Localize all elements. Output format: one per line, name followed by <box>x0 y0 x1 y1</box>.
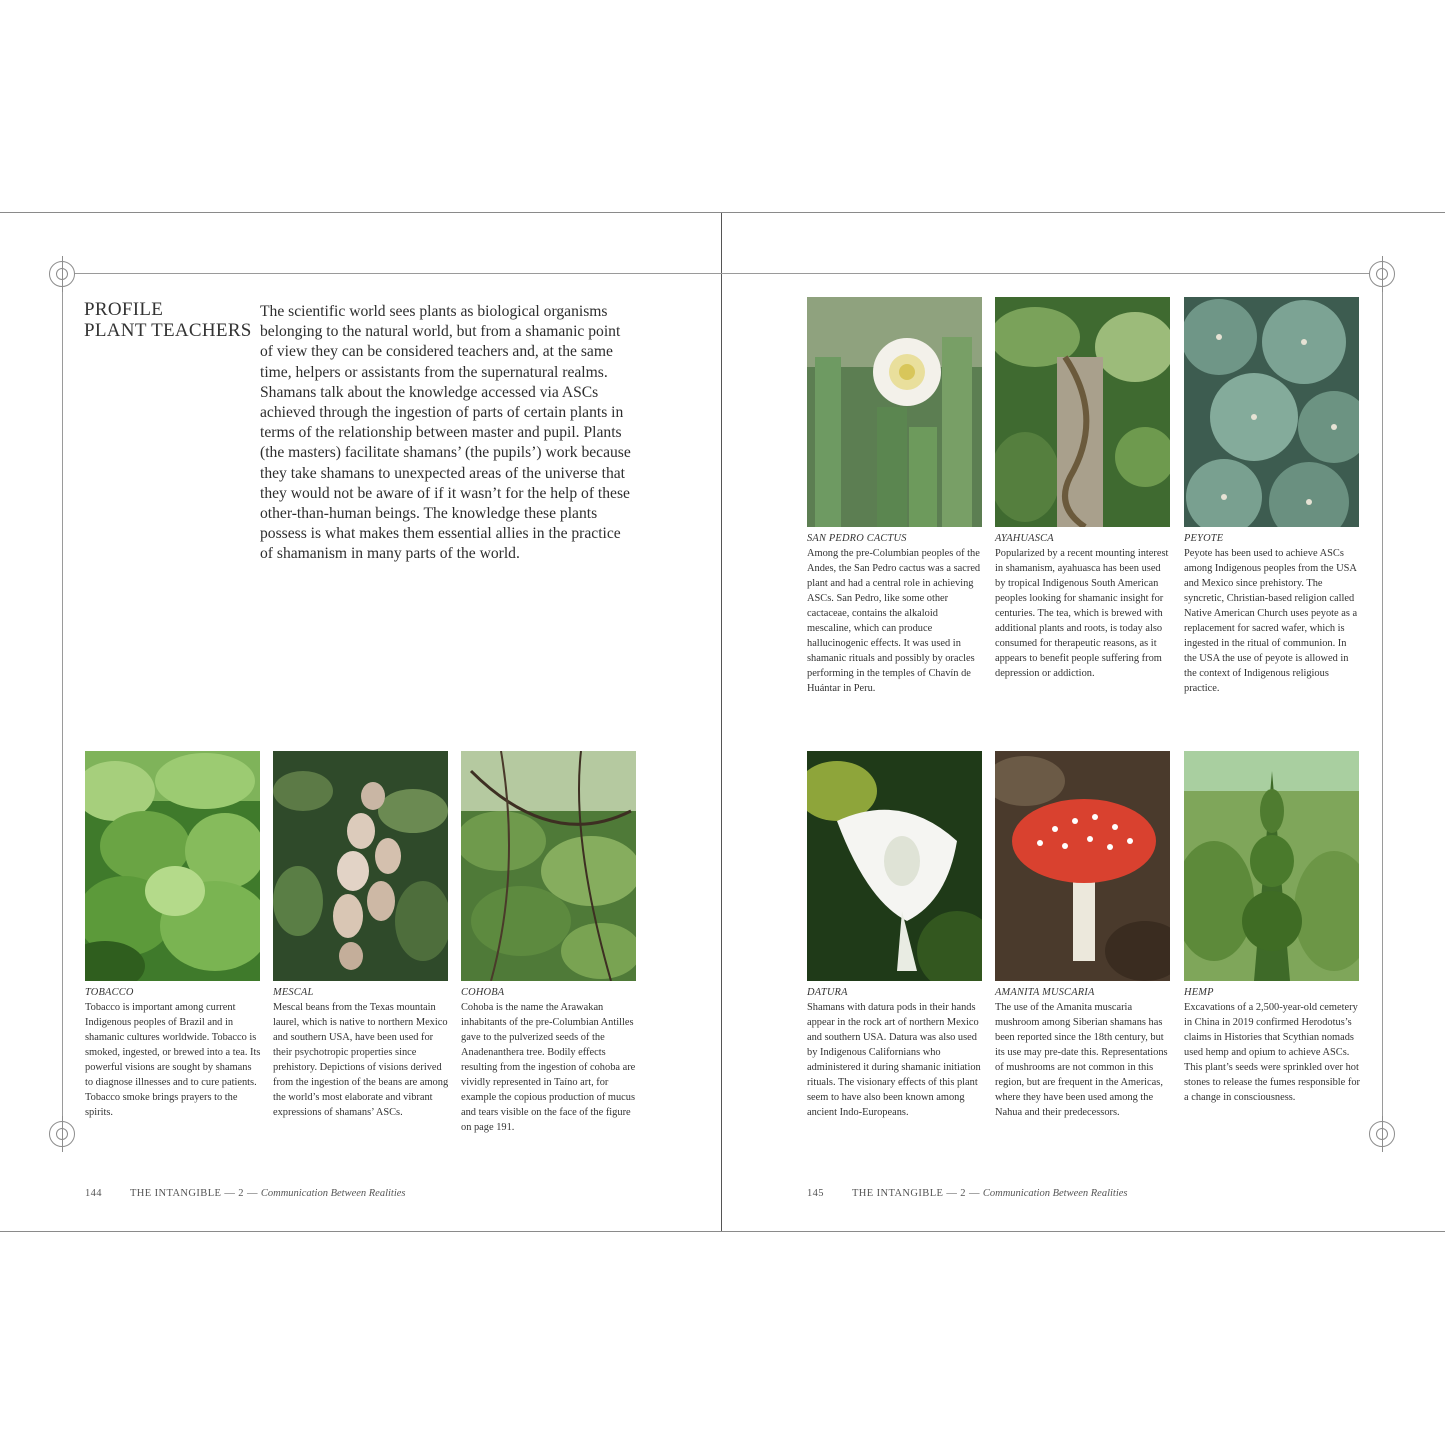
caption-title: MESCAL <box>273 987 314 998</box>
frame-right-rule <box>1382 273 1383 1135</box>
mescal-caption <box>273 985 449 1120</box>
caption-text: Cohoba is the name the Arawakan inhabitants of the pre-Columbian Antilles gave to the pulverized seeds of the Anadenanthera tree. Bodily effects resulting from the ingestion of cohoba are vividly represented in Taíno art, for example the copious production of mucus and tears visible on the face of the figure on page 191. <box>461 1002 636 1133</box>
caption-title: SAN PEDRO CACTUS <box>807 533 907 544</box>
caption-title: HEMP <box>1184 987 1214 998</box>
peyote-photo <box>1184 297 1359 527</box>
caption-text: Peyote has been used to achieve ASCs among Indigenous peoples from the USA and Mexico since prehistory. The syncretic, Christian-based religion called Native American Church uses peyote as a replacement for sacred wafer, which is ingested in the ritual of communion. In the USA the use of peyote is allowed in the context of Indigenous religious practice. <box>1184 548 1358 694</box>
corner-ornament-icon <box>1369 1121 1395 1147</box>
caption-text: Among the pre-Columbian peoples of the Andes, the San Pedro cactus was a sacred plant and had a central role in achieving ASCs. San Pedro, like some other cactaceae, contains the alkaloid mescaline, which can produce hallucinogenic effects. It was used in shamanic rituals and possibly by oracles performing in the temples of Chavín de Huántar in Peru. <box>807 548 981 694</box>
caption-title: AMANITA MUSCARIA <box>995 987 1095 998</box>
tobacco-caption <box>85 985 261 1120</box>
running-head-chapter: Communication Between Realities <box>260 1188 406 1199</box>
datura-caption <box>807 985 983 1120</box>
profile-label: PROFILE <box>84 299 164 320</box>
caption-text: Tobacco is important among current Indigenous peoples of Brazil and in shamanic cultures worldwide. Tobacco is smoked, ingested, or brewed into a tea. Its powerful visions are sought by shamans to diagnose illnesses and to cure patients. Tobacco smoke brings prayers to the spirits. <box>85 1002 261 1118</box>
frame-top-rule <box>62 273 1382 274</box>
datura-photo <box>807 751 982 981</box>
running-head-section: THE INTANGIBLE — 2 — <box>129 1188 258 1199</box>
caption-text: The use of the Amanita muscaria mushroom among Siberian shamans has been reported since the 18th century, but its use may pre-date this. Representations of mushrooms are not common in this region, but are frequent in the Americas, where they have been used among the Nahua and their predecessors. <box>995 1002 1168 1118</box>
mescal-photo <box>273 751 448 981</box>
running-head-section: THE INTANGIBLE — 2 — <box>851 1188 980 1199</box>
intro-paragraph: The scientific world sees plants as biological organisms belonging to the natural world, but from a shamanic point of view they can be considered teachers and, at the same time, helpers or assistants from the supernatural realms. Shamans talk about the knowledge accessed via ASCs achieved through the ingestion of parts of certain plants in terms of the relationship between master and pupil. Plants (the masters) facilitate shamans’ (the pupils’) work because they take shamans to unexpected areas of the universe that they would not be aware of if it wasn’t for the help of these other-than-human beings. The knowledge these plants possess is what makes them essential allies in the practice of shamanism in many parts of the world. <box>260 303 631 563</box>
san-pedro-cactus-photo <box>807 297 982 527</box>
corner-ornament-icon <box>49 261 75 287</box>
left-folio <box>85 1188 406 1199</box>
frame-left-rule <box>62 273 63 1135</box>
hemp-photo <box>1184 751 1359 981</box>
amanita-muscaria-caption <box>995 985 1171 1120</box>
profile-title: PLANT TEACHERS <box>84 320 252 341</box>
caption-title: AYAHUASCA <box>995 533 1054 544</box>
peyote-caption <box>1184 531 1360 696</box>
amanita-muscaria-photo <box>995 751 1170 981</box>
page-number: 145 <box>807 1188 824 1199</box>
cohoba-caption <box>461 985 637 1135</box>
san-pedro-cactus-caption <box>807 531 983 696</box>
ayahuasca-photo <box>995 297 1170 527</box>
corner-ornament-icon <box>1369 261 1395 287</box>
profile-heading <box>84 299 252 341</box>
page-number: 144 <box>85 1188 102 1199</box>
corner-ornament-icon <box>49 1121 75 1147</box>
hemp-caption <box>1184 985 1360 1105</box>
book-gutter <box>721 213 722 1231</box>
right-folio <box>807 1188 1128 1199</box>
caption-title: DATURA <box>807 987 848 998</box>
caption-text: Excavations of a 2,500-year-old cemetery in China in 2019 confirmed Herodotus’s claims in Histories that Scythian nomads used hemp and opium to achieve ASCs. This plant’s seeds were sprinkled over hot stones to release the fumes responsible for a change in consciousness. <box>1184 1002 1361 1103</box>
book-spread <box>0 212 1445 1232</box>
caption-title: TOBACCO <box>85 987 134 998</box>
tobacco-photo <box>85 751 260 981</box>
cohoba-photo <box>461 751 636 981</box>
caption-text: Popularized by a recent mounting interest in shamanism, ayahuasca has been used by tropical Indigenous South American peoples looking for shamanic insight for centuries. The tea, which is brewed with additional plants and roots, is today also consumed for therapeutic reasons, as it appears to benefit people suffering from depression or addiction. <box>995 548 1169 679</box>
ayahuasca-caption <box>995 531 1171 681</box>
running-head-chapter: Communication Between Realities <box>982 1188 1128 1199</box>
caption-text: Shamans with datura pods in their hands appear in the rock art of northern Mexico and southern USA. Datura was also used by Indigenous Californians who administered it during shamanic initiation rituals. The visionary effects of this plant seem to have also been known among ancient Indo-Europeans. <box>807 1002 981 1118</box>
caption-text: Mescal beans from the Texas mountain laurel, which is native to northern Mexico and southern USA, have been used for their psychotropic properties since prehistory. Depictions of visions derived from the ingestion of the beans are among the world’s most elaborate and vibrant expressions of shamans’ ASCs. <box>273 1002 449 1118</box>
caption-title: COHOBA <box>461 987 505 998</box>
caption-title: PEYOTE <box>1184 533 1224 544</box>
